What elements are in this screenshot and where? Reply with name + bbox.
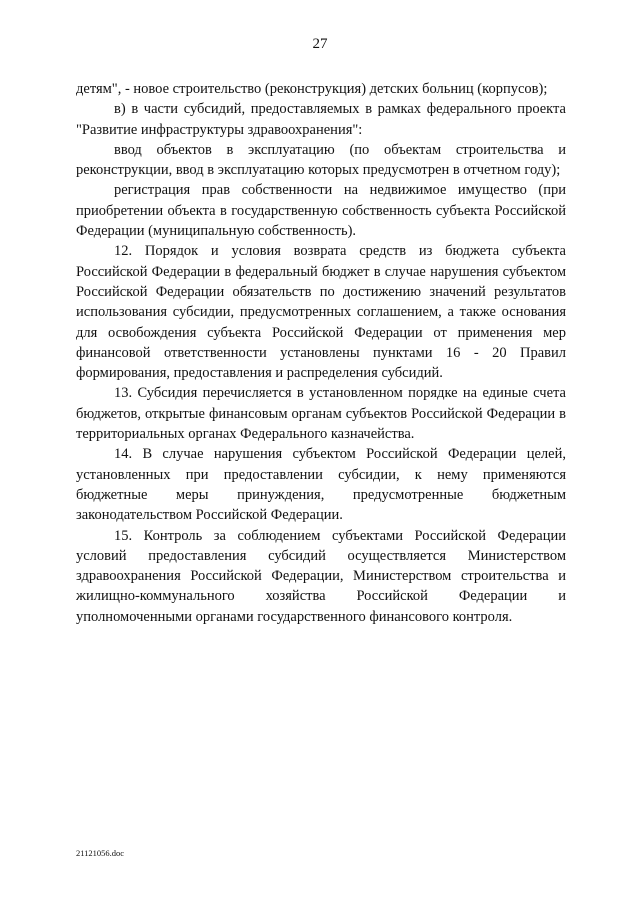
paragraph-subsidies-infrastructure: в) в части субсидий, предоставляемых в рамках федерального проекта "Развитие инфраструктуры здравоохранения": bbox=[76, 101, 566, 138]
paragraph-item-12: 12. Порядок и условия возврата средств из бюджета субъекта Российской Федерации в федеральный бюджет в случае нарушения субъектом Российской Федерации обязательств по достижению значений результатов использования субсидии, предусмотренных соглашением, а также основания для освобождения субъекта Российской Федерации от применения мер финансовой ответственности установлены пунктами 16 - 20 Правил формирования, предоставления и распределения субсидий. bbox=[76, 243, 566, 382]
paragraph-commissioning: ввод объектов в эксплуатацию (по объектам строительства и реконструкции, ввод в эксплуатацию которых предусмотрен в отчетном году); bbox=[76, 141, 566, 179]
footer-filename: 21121056.doc bbox=[76, 848, 125, 858]
paragraph-item-13: 13. Субсидия перечисляется в установленном порядке на единые счета бюджетов, открытые финансовым органам субъектов Российской Федерации в территориальных органах Федерального казначейства. bbox=[76, 385, 566, 443]
paragraph-item-14: 14. В случае нарушения субъектом Российской Федерации целей, установленных при предоставлении субсидии, к нему применяются бюджетные меры принуждения, предусмотренные бюджетным законодательством Российской Федерации. bbox=[76, 446, 566, 524]
page-number: 27 bbox=[312, 36, 328, 52]
paragraph-property-registration: регистрация прав собственности на недвижимое имущество (при приобретении объекта в государственную собственность субъекта Российской Федерации (муниципальную собственность). bbox=[76, 182, 566, 240]
document-body bbox=[76, 79, 566, 627]
paragraph-item-15: 15. Контроль за соблюдением субъектами Российской Федерации условий предоставления субсидий осуществляется Министерством здравоохранения Российской Федерации, Министерством строительства и жилищно-коммунального хозяйства Российской Федерации и уполномоченными органами государственного финансового контроля. bbox=[76, 527, 566, 625]
paragraph-children-hospitals: детям", - новое строительство (реконструкция) детских больниц (корпусов); bbox=[76, 81, 548, 97]
